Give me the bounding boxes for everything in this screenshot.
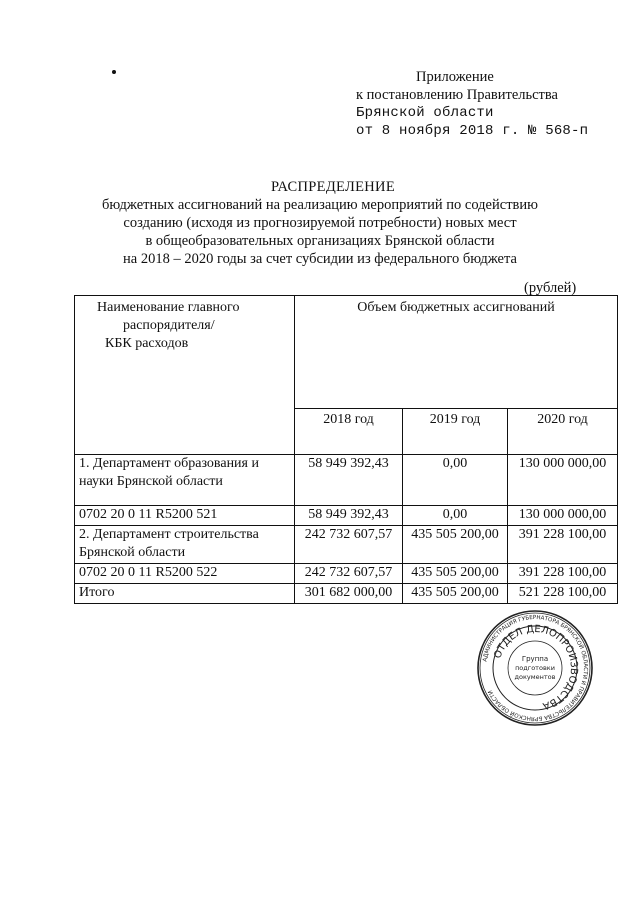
total-value-2019: 435 505 200,00 [403, 584, 508, 604]
row-value-2019: 0,00 [403, 506, 508, 526]
row-name: 2. Департамент строительства Брянской области [75, 526, 295, 564]
stamp-center-line-2: подготовки [515, 664, 555, 672]
row-value-2020: 391 228 100,00 [508, 526, 618, 564]
table-header-row [75, 296, 618, 409]
title-line-1: бюджетных ассигнований на реализацию мероприятий по содействию [102, 197, 538, 213]
table-total-row [75, 584, 618, 604]
document-title [0, 178, 640, 268]
year-2020-header: 2020 год [508, 409, 618, 455]
header-recipient-cell [75, 296, 295, 455]
title-line-2: созданию (исходя из прогнозируемой потребности) новых мест [123, 215, 517, 231]
stamp-center-line-1: Группа [521, 655, 549, 663]
table-row [75, 564, 618, 584]
table-row [75, 526, 618, 564]
table-row [75, 506, 618, 526]
row-value-2020: 391 228 100,00 [508, 564, 618, 584]
header-allocation-cell: Объем бюджетных ассигнований [295, 296, 618, 409]
year-2018-header: 2018 год [295, 409, 403, 455]
appendix-line-2: к постановлению Правительства [356, 87, 558, 103]
row-value-2018: 58 949 392,43 [295, 506, 403, 526]
appendix-line-1: Приложение [416, 69, 494, 85]
header-left-line-2: распорядителя/ [123, 318, 215, 333]
header-left-line-3: КБК расходов [105, 336, 189, 351]
row-value-2018: 58 949 392,43 [295, 455, 403, 506]
row-value-2020: 130 000 000,00 [508, 506, 618, 526]
row-name: 0702 20 0 11 R5200 522 [75, 564, 295, 584]
header-left-line-1: Наименование главного [97, 300, 240, 315]
total-value-2018: 301 682 000,00 [295, 584, 403, 604]
title-heading: РАСПРЕДЕЛЕНИЕ [271, 179, 395, 195]
row-value-2020: 130 000 000,00 [508, 455, 618, 506]
row-name: 0702 20 0 11 R5200 521 [75, 506, 295, 526]
row-value-2019: 0,00 [403, 455, 508, 506]
row-name: 1. Департамент образования и науки Брянской области [75, 455, 295, 506]
stamp-inner-text: ОТДЕЛ ДЕЛОПРОИЗВОДСТВА [492, 623, 580, 712]
year-2019-header: 2019 год [403, 409, 508, 455]
row-value-2018: 242 732 607,57 [295, 564, 403, 584]
total-label: Итого [75, 584, 295, 604]
budget-table [74, 295, 618, 604]
stamp-ring-text: АДМИНИСТРАЦИЯ ГУБЕРНАТОРА БРЯНСКОЙ ОБЛАСТИ И ПРАВИТЕЛЬСТВА БРЯНСКОЙ ОБЛАСТИ [482, 614, 589, 722]
title-line-4: на 2018 – 2020 годы за счет субсидии из федерального бюджета [123, 251, 517, 267]
title-line-3: в общеобразовательных организациях Брянской области [145, 233, 495, 249]
appendix-date-number: от 8 ноября 2018 г. № 568-п [356, 123, 589, 139]
department-stamp [475, 608, 595, 728]
units-label: (рублей) [524, 280, 577, 296]
row-value-2019: 435 505 200,00 [403, 564, 508, 584]
total-value-2020: 521 228 100,00 [508, 584, 618, 604]
scan-dot [112, 70, 116, 74]
row-value-2019: 435 505 200,00 [403, 526, 508, 564]
stamp-center-line-3: документов [514, 673, 556, 681]
appendix-line-3: Брянской области [356, 105, 494, 121]
row-value-2018: 242 732 607,57 [295, 526, 403, 564]
appendix-block [356, 68, 588, 140]
table-row [75, 455, 618, 506]
